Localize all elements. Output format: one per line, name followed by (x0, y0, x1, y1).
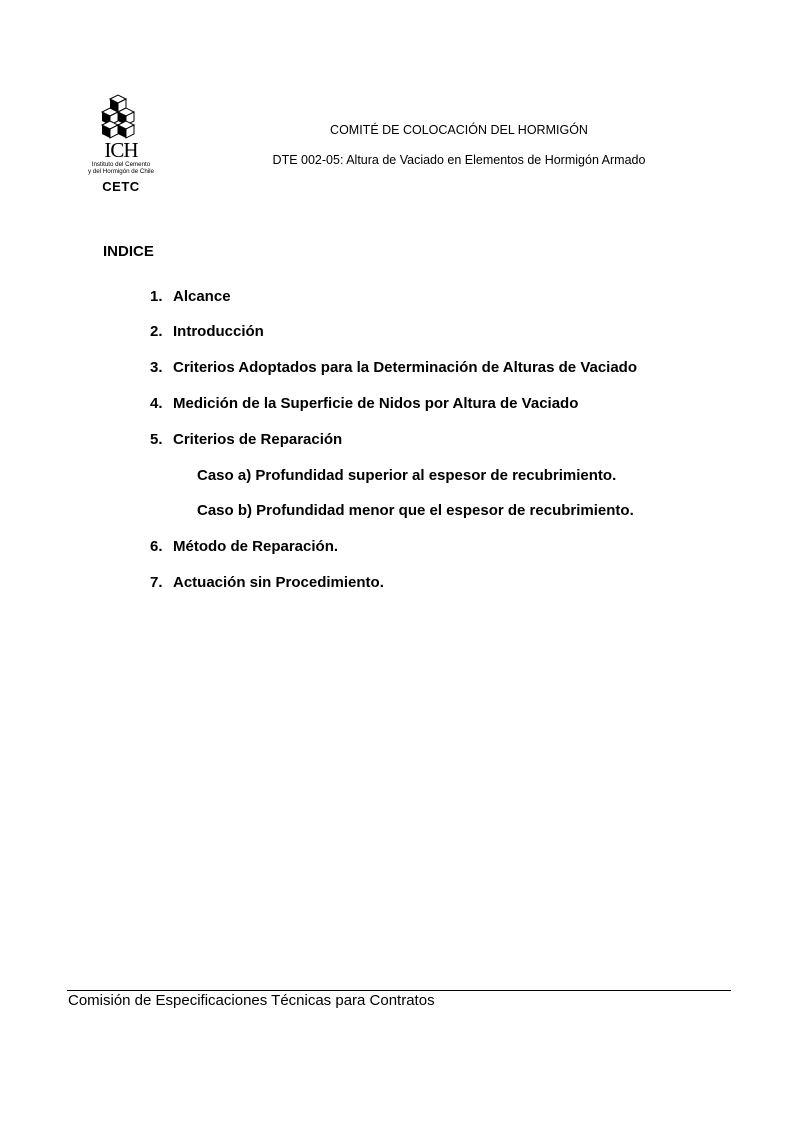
toc-number: 7. (150, 574, 163, 591)
toc-number: 6. (150, 538, 163, 555)
toc-label: Medición de la Superficie de Nidos por Altura de Vaciado (173, 395, 579, 412)
index-heading: INDICE (103, 243, 154, 260)
toc-subitem: Caso b) Profundidad menor que el espesor de recubrimiento. (197, 502, 634, 519)
toc-label: Introducción (173, 323, 264, 340)
logo-institute-name (80, 162, 162, 175)
logo-unit: CETC (102, 179, 140, 194)
document-title: DTE 002-05: Altura de Vaciado en Elementos de Hormigón Armado (272, 153, 646, 167)
footer-text: Comisión de Especificaciones Técnicas para Contratos (68, 992, 435, 1009)
toc-label: Criterios Adoptados para la Determinación de Alturas de Vaciado (173, 359, 638, 376)
toc-label: Actuación sin Procedimiento. (173, 574, 384, 591)
logo-institute-line1: Instituto del Cemento (91, 161, 151, 168)
toc-label: Criterios de Reparación (173, 431, 343, 448)
logo-institute-line2: y del Hormigón de Chile (87, 167, 155, 175)
toc-number: 3. (150, 359, 163, 376)
toc-number: 5. (150, 431, 163, 448)
toc-subitem: Caso a) Profundidad superior al espesor de recubrimiento. (197, 467, 617, 484)
stacked-cubes-icon (98, 93, 142, 139)
toc-label: Método de Reparación. (173, 538, 339, 555)
toc-number: 4. (150, 395, 163, 412)
toc-label: Alcance (173, 288, 231, 305)
toc-number: 1. (150, 288, 163, 305)
toc-number: 2. (150, 323, 163, 340)
logo-acronym: ICH (104, 138, 138, 162)
committee-title: COMITÉ DE COLOCACIÓN DEL HORMIGÓN (330, 123, 588, 137)
footer-divider (67, 990, 731, 991)
ich-logo (80, 93, 162, 199)
